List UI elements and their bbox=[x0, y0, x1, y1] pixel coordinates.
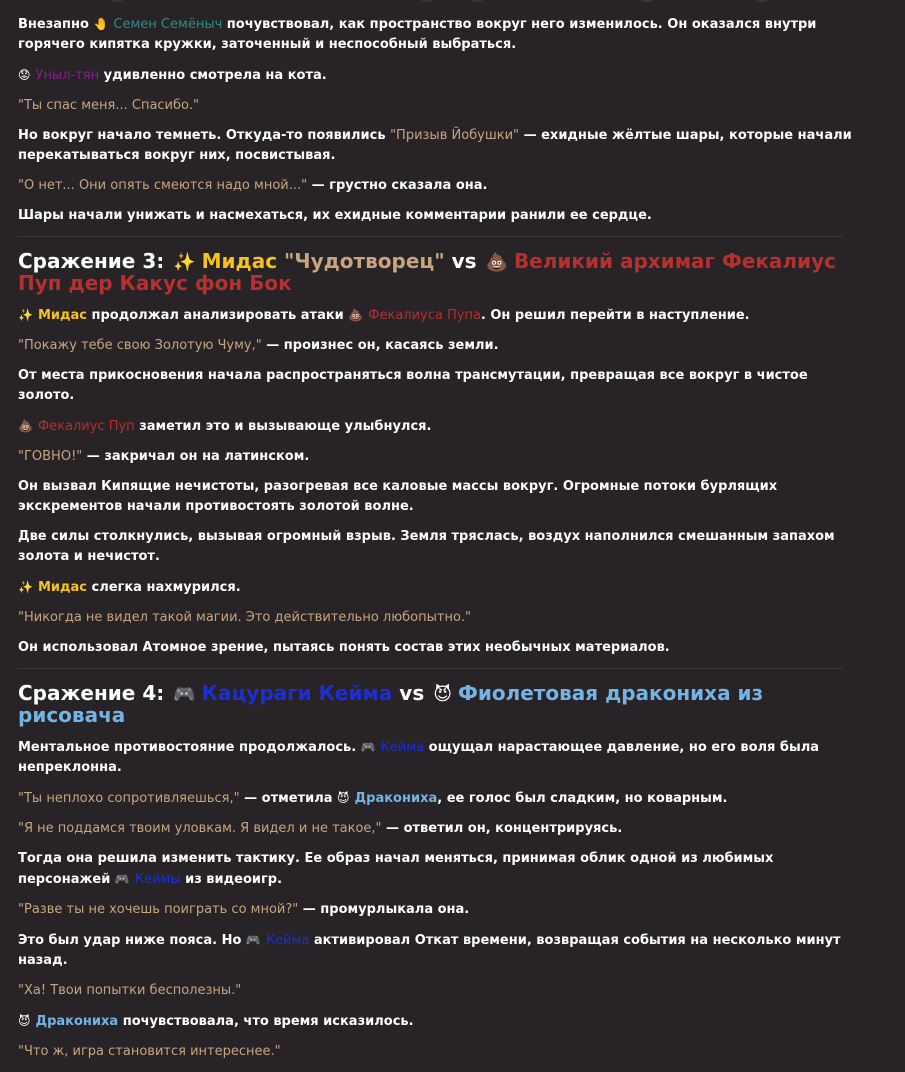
story-paragraph bbox=[18, 930, 863, 971]
story-paragraph bbox=[18, 366, 863, 406]
gamepad-icon: 🎮 bbox=[360, 740, 376, 754]
story-paragraph bbox=[18, 981, 863, 1001]
top-toolbar-fragment bbox=[0, 0, 905, 4]
character-name: Мидас bbox=[201, 249, 278, 273]
story-paragraph bbox=[18, 477, 863, 517]
story-paragraph bbox=[18, 638, 863, 658]
narration-text: Это был удар ниже пояса. Но bbox=[18, 933, 246, 948]
character-name: Мидас bbox=[37, 580, 87, 595]
narration-text: Ментальное противостояние продолжалось. bbox=[18, 740, 361, 755]
narration-text: От места прикосновения начала распространяться волна трансмутации, превращая все вокруг в чистое золото. bbox=[18, 368, 808, 403]
story-paragraph bbox=[18, 14, 863, 55]
story-paragraph bbox=[18, 336, 863, 356]
story-paragraph bbox=[18, 126, 863, 166]
story-paragraph bbox=[18, 737, 863, 778]
dialogue-quote: "Призыв Йобушки" bbox=[390, 128, 520, 143]
story-paragraph bbox=[18, 1011, 863, 1032]
character-name: Фекалиуса Пупа bbox=[368, 308, 481, 323]
poop-icon: 💩 bbox=[18, 419, 33, 433]
story-paragraph bbox=[18, 577, 863, 598]
narration-text bbox=[277, 249, 284, 273]
character-name: Великий архимаг Фекалиус Пуп дер Какус фон Бок bbox=[18, 249, 836, 295]
narration-text: — закричал он на латинском. bbox=[82, 449, 310, 464]
narration-text: Но вокруг начало темнеть. Откуда-то появились bbox=[18, 128, 391, 143]
dialogue-quote: "Ты спас меня... Спасибо." bbox=[18, 98, 200, 113]
story-paragraph bbox=[18, 416, 863, 437]
dialogue-quote: "Разве ты не хочешь поиграть со мной?" bbox=[18, 902, 299, 917]
dialogue-quote: "Я не поддамся твоим уловкам. Я видел и не такое," bbox=[18, 821, 382, 836]
narration-text: продолжал анализировать атаки bbox=[86, 308, 349, 323]
section-divider bbox=[18, 236, 843, 237]
narration-text: — грустно сказала она. bbox=[307, 178, 488, 193]
character-name: "Чудотворец" bbox=[284, 249, 445, 273]
character-name: Уныл-тян bbox=[35, 68, 100, 83]
narration-text: Тогда она решила изменить тактику. Ее образ начал меняться, принимая облик одной из любимых персонажей bbox=[18, 851, 774, 887]
narration-text: , ее голос был сладким, но коварным. bbox=[437, 791, 728, 806]
narration-text: Шары начали унижать и насмехаться, их ехидные комментарии ранили ее сердце. bbox=[18, 208, 652, 223]
character-name: Кейма bbox=[380, 740, 425, 755]
story-paragraph bbox=[18, 527, 863, 567]
story-paragraph bbox=[18, 900, 863, 920]
narration-text: vs bbox=[392, 681, 432, 705]
dialogue-quote: "ГОВНО!" bbox=[18, 449, 83, 464]
narration-text: заметил это и вызывающе улыбнулся. bbox=[134, 419, 432, 434]
battle-heading bbox=[18, 251, 863, 293]
narration-text: — отметила bbox=[239, 791, 338, 806]
narration-text: Он вызвал Кипящие нечистоты, разогревая все каловые массы вокруг. Огромные потоки бурлящих экскрементов начали противостоять золотой волне. bbox=[18, 479, 778, 514]
dialogue-quote: "Ха! Твои попытки бесполезны." bbox=[18, 983, 242, 998]
hand-icon: 🤚 bbox=[93, 17, 109, 31]
devil-icon: 😈 bbox=[18, 1014, 31, 1028]
story-paragraph bbox=[18, 788, 863, 809]
story-paragraph bbox=[18, 608, 863, 628]
character-name: Фекалиус Пуп bbox=[37, 419, 135, 434]
narration-text: Он использовал Атомное зрение, пытаясь понять состав этих необычных материалов. bbox=[18, 640, 670, 655]
sparkles-icon: ✨ bbox=[18, 308, 33, 322]
character-name: Кейма bbox=[265, 933, 310, 948]
story-paragraph bbox=[18, 1042, 863, 1062]
story-content bbox=[18, 14, 863, 1072]
narration-text: . Он решил перейти в наступление. bbox=[480, 308, 750, 323]
narration-text: vs bbox=[444, 249, 484, 273]
character-name: Дракониха bbox=[354, 791, 438, 806]
narration-text: почувствовал, как пространство вокруг него изменилось. Он оказался внутри горячего кипятка кружки, заточенный и неспособный выбраться. bbox=[18, 17, 817, 52]
story-paragraph bbox=[18, 176, 863, 196]
story-paragraph bbox=[18, 65, 863, 86]
section-divider bbox=[18, 668, 843, 669]
character-name: Мидас bbox=[37, 308, 87, 323]
narration-text: ощущал нарастающее давление, но его воля была непреклонна. bbox=[18, 740, 820, 775]
poop-icon: 💩 bbox=[348, 308, 364, 322]
narration-text: — ответил он, концентрируясь. bbox=[381, 821, 623, 836]
character-name: Кацураги Кейма bbox=[201, 681, 393, 705]
character-name: Кеймы bbox=[134, 872, 181, 887]
dialogue-quote: "Что ж, игра становится интереснее." bbox=[18, 1044, 281, 1059]
narration-text: Внезапно bbox=[18, 17, 94, 32]
dialogue-quote: "Ты неплохо сопротивляешься," bbox=[18, 791, 240, 806]
sparkles-icon: ✨ bbox=[18, 580, 33, 594]
narration-text: Сражение 4: bbox=[18, 681, 172, 705]
narration-text: почувствовала, что время исказилось. bbox=[118, 1014, 414, 1029]
story-paragraph bbox=[18, 206, 863, 226]
sparkles-icon: ✨ bbox=[173, 252, 196, 273]
character-name: Дракониха bbox=[35, 1014, 119, 1029]
narration-text: — промурлыкала она. bbox=[298, 902, 470, 917]
character-name: Семен Семёныч bbox=[113, 17, 223, 32]
battle-heading bbox=[18, 683, 863, 725]
narration-text: активировал Откат времени, возвращая события на несколько минут назад. bbox=[18, 933, 841, 968]
character-name: Фиолетовая дракониха из рисовача bbox=[18, 681, 764, 727]
narration-text: Две силы столкнулись, вызывая огромный взрыв. Земля тряслась, воздух наполнился смешанным запахом золота и нечистот. bbox=[18, 529, 835, 564]
story-paragraph bbox=[18, 447, 863, 467]
sad-face-icon: 😟 bbox=[18, 68, 31, 82]
devil-icon: 😈 bbox=[337, 791, 350, 805]
story-paragraph bbox=[18, 96, 863, 116]
dialogue-quote: "О нет... Они опять смеются надо мной..." bbox=[18, 178, 308, 193]
gamepad-icon: 🎮 bbox=[114, 872, 130, 886]
narration-text: из видеоигр. bbox=[180, 872, 283, 887]
gamepad-icon: 🎮 bbox=[245, 933, 261, 947]
story-paragraph bbox=[18, 819, 863, 839]
narration-text: слегка нахмурился. bbox=[86, 580, 241, 595]
gamepad-icon: 🎮 bbox=[173, 684, 196, 705]
story-paragraph bbox=[18, 305, 863, 326]
dialogue-quote: "Никогда не видел такой магии. Это действительно любопытно." bbox=[18, 610, 472, 625]
story-paragraph bbox=[18, 849, 863, 890]
narration-text: — произнес он, касаясь земли. bbox=[261, 338, 499, 353]
narration-text: удивленно смотрела на кота. bbox=[99, 68, 327, 83]
poop-icon: 💩 bbox=[485, 252, 508, 273]
dialogue-quote: "Покажу тебе свою Золотую Чуму," bbox=[18, 338, 262, 353]
narration-text: — ехидные жёлтые шары, которые начали перекатываться вокруг них, посвистывая. bbox=[18, 128, 852, 163]
devil-icon: 😈 bbox=[433, 684, 452, 705]
narration-text: Сражение 3: bbox=[18, 249, 172, 273]
